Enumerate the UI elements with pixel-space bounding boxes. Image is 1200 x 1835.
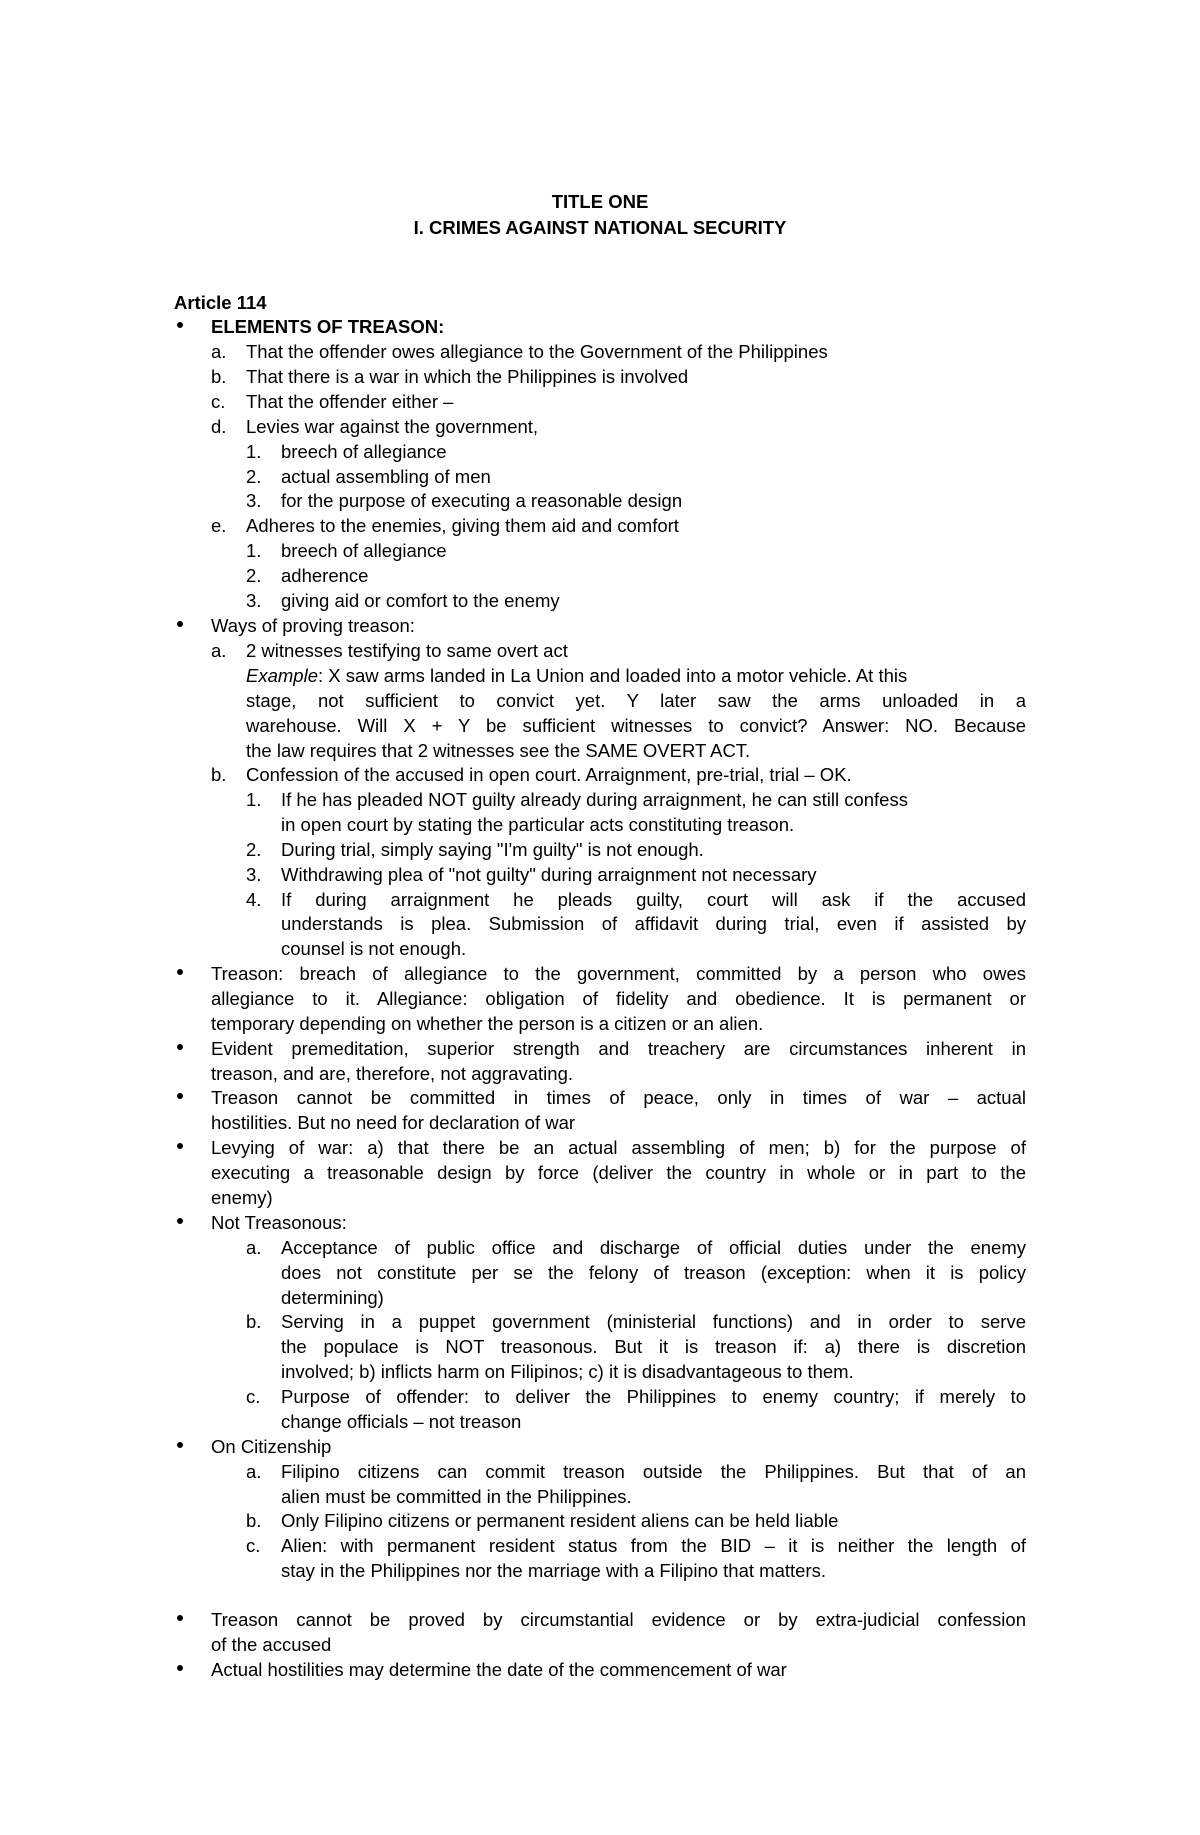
list-marker: c. — [246, 1386, 261, 1407]
list-item: Serving in a puppet government (ministerial functions) and in order to serve — [281, 1311, 1026, 1332]
paragraph-line: temporary depending on whether the person is a citizen or an alien. — [211, 1013, 764, 1034]
bullet-icon — [177, 1044, 183, 1050]
list-item: actual assembling of men — [281, 466, 491, 487]
list-item: Confession of the accused in open court. Arraignment, pre-trial, trial – OK. — [246, 764, 852, 785]
list-marker: c. — [246, 1535, 261, 1556]
not-treasonous-heading: Not Treasonous: — [211, 1212, 347, 1233]
list-item: Alien: with permanent resident status from the BID – it is neither the length of — [281, 1535, 1026, 1556]
list-item: If during arraignment he pleads guilty, court will ask if the accused — [281, 889, 1026, 910]
list-item: Levies war against the government, — [246, 416, 539, 437]
list-item: giving aid or comfort to the enemy — [281, 590, 560, 611]
list-item: breech of allegiance — [281, 441, 447, 462]
citizenship-heading: On Citizenship — [211, 1436, 332, 1457]
list-item-cont: understands is plea. Submission of affidavit during trial, even if assisted by — [281, 913, 1026, 934]
bullet-icon — [177, 1442, 183, 1448]
bullet-icon — [177, 1218, 183, 1224]
list-marker: b. — [211, 366, 227, 387]
paragraph-line: Treason cannot be committed in times of peace, only in times of war – actual — [211, 1087, 1026, 1108]
list-item-cont: the populace is NOT treasonous. But it is treason if: a) there is discretion — [281, 1336, 1026, 1357]
paragraph-line: Treason: breach of allegiance to the government, committed by a person who owes — [211, 963, 1026, 984]
list-marker: a. — [211, 640, 227, 661]
paragraph-line: Actual hostilities may determine the date of the commencement of war — [211, 1659, 787, 1680]
list-item: That the offender owes allegiance to the Government of the Philippines — [246, 341, 828, 362]
elements-heading: ELEMENTS OF TREASON: — [211, 316, 445, 337]
list-item: That the offender either – — [246, 391, 454, 412]
paragraph-line: hostilities. But no need for declaration of war — [211, 1112, 576, 1133]
list-marker: 1. — [246, 789, 262, 810]
list-marker: d. — [211, 416, 227, 437]
list-marker: 1. — [246, 540, 262, 561]
paragraph-line: enemy) — [211, 1187, 273, 1208]
list-marker: 2. — [246, 839, 262, 860]
document-subtitle: I. CRIMES AGAINST NATIONAL SECURITY — [413, 217, 787, 238]
list-item: Purpose of offender: to deliver the Philippines to enemy country; if merely to — [281, 1386, 1026, 1407]
list-item: 2 witnesses testifying to same overt act — [246, 640, 568, 661]
list-marker: a. — [211, 341, 227, 362]
paragraph-line: allegiance to it. Allegiance: obligation of fidelity and obedience. It is permanent or — [211, 988, 1026, 1009]
proving-heading: Ways of proving treason: — [211, 615, 415, 636]
list-item: That there is a war in which the Philippines is involved — [246, 366, 689, 387]
example-label: Example — [246, 665, 318, 686]
list-marker: b. — [246, 1510, 262, 1531]
list-marker: 4. — [246, 889, 262, 910]
list-marker: 3. — [246, 490, 262, 511]
bullet-icon — [177, 1093, 183, 1099]
list-item: Acceptance of public office and discharge of official duties under the enemy — [281, 1237, 1026, 1258]
list-item-cont: in open court by stating the particular acts constituting treason. — [281, 814, 795, 835]
paragraph-line: Levying of war: a) that there be an actual assembling of men; b) for the purpose of — [211, 1137, 1026, 1158]
bullet-icon — [177, 621, 183, 627]
list-marker: b. — [246, 1311, 262, 1332]
list-item: adherence — [281, 565, 369, 586]
list-item: Filipino citizens can commit treason outside the Philippines. But that of an — [281, 1461, 1026, 1482]
bullet-icon — [177, 322, 183, 328]
list-item-cont: stay in the Philippines nor the marriage with a Filipino that matters. — [281, 1560, 826, 1581]
list-marker: a. — [246, 1461, 262, 1482]
list-marker: 3. — [246, 590, 262, 611]
list-marker: a. — [246, 1237, 262, 1258]
bullet-icon — [177, 1615, 183, 1621]
list-marker: b. — [211, 764, 227, 785]
list-item: for the purpose of executing a reasonable design — [281, 490, 683, 511]
list-item-cont: does not constitute per se the felony of treason (exception: when it is policy — [281, 1262, 1026, 1283]
list-marker: 1. — [246, 441, 262, 462]
example-line: warehouse. Will X + Y be sufficient witnesses to convict? Answer: NO. Because — [246, 715, 1026, 736]
example-line — [246, 664, 1026, 688]
paragraph-line: executing a treasonable design by force (deliver the country in whole or in part to the — [211, 1162, 1026, 1183]
example-line: the law requires that 2 witnesses see the SAME OVERT ACT. — [246, 740, 751, 761]
list-marker: e. — [211, 515, 227, 536]
list-item: Only Filipino citizens or permanent resident aliens can be held liable — [281, 1510, 839, 1531]
list-item-cont: determining) — [281, 1287, 384, 1308]
list-item: During trial, simply saying "I'm guilty" is not enough. — [281, 839, 704, 860]
list-item: Withdrawing plea of "not guilty" during arraignment not necessary — [281, 864, 817, 885]
list-marker: c. — [211, 391, 226, 412]
list-item-cont: alien must be committed in the Philippines. — [281, 1486, 632, 1507]
paragraph-line: Evident premeditation, superior strength and treachery are circumstances inherent in — [211, 1038, 1026, 1059]
example-text: : X saw arms landed in La Union and loaded into a motor vehicle. At this — [317, 665, 908, 686]
bullet-icon — [177, 1665, 183, 1671]
list-item: breech of allegiance — [281, 540, 447, 561]
paragraph-line: Treason cannot be proved by circumstantial evidence or by extra-judicial confession — [211, 1609, 1026, 1630]
bullet-icon — [177, 969, 183, 975]
list-item: Adheres to the enemies, giving them aid and comfort — [246, 515, 679, 536]
list-marker: 2. — [246, 466, 262, 487]
list-marker: 2. — [246, 565, 262, 586]
example-line: stage, not sufficient to convict yet. Y later saw the arms unloaded in a — [246, 690, 1026, 711]
document-title: TITLE ONE — [551, 191, 649, 212]
list-marker: 3. — [246, 864, 262, 885]
list-item-cont: change officials – not treason — [281, 1411, 522, 1432]
article-heading: Article 114 — [174, 292, 267, 313]
list-item-cont: counsel is not enough. — [281, 938, 467, 959]
list-item-cont: involved; b) inflicts harm on Filipinos; c) it is disadvantageous to them. — [281, 1361, 854, 1382]
paragraph-line: treason, and are, therefore, not aggravating. — [211, 1063, 574, 1084]
list-item: If he has pleaded NOT guilty already during arraignment, he can still confess — [281, 789, 908, 810]
paragraph-line: of the accused — [211, 1634, 332, 1655]
bullet-icon — [177, 1143, 183, 1149]
